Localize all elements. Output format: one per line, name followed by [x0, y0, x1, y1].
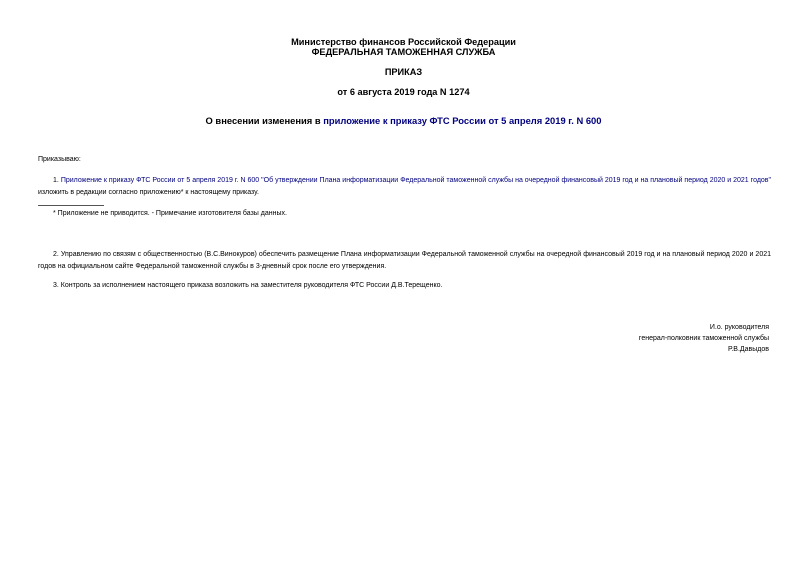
- signature-rank: генерал-полковник таможенной службы: [638, 335, 769, 342]
- item-3: 3. Контроль за исполнением настоящего приказа возложить на заместителя руководителя ФТС России Д.В.Терещенко.: [53, 282, 443, 289]
- doc-type: ПРИКАЗ: [384, 67, 423, 77]
- signature-name: Р.В.Давыдов: [728, 346, 769, 353]
- doc-title-link[interactable]: приложение к приказу ФТС России от 5 апреля 2019 г. N 600: [323, 115, 602, 126]
- signature-position: И.о. руководителя: [709, 324, 769, 331]
- item-1-link[interactable]: Приложение к приказу ФТС России от 5 апреля 2019 г. N 600 "Об утверждении Плана информатизации Федеральной таможенной службы на очередной финансовый 2019 год и на плановый период 2020 и 2021 годов": [60, 177, 771, 184]
- doc-date: от 6 августа 2019 года N 1274: [337, 87, 470, 97]
- preamble: Приказываю:: [38, 156, 81, 163]
- doc-title: [0, 115, 807, 126]
- item-1: 1. Приложение к приказу ФТС России от 5 апреля 2019 г. N 600 "Об утверждении Плана информатизации Федеральной таможенной службы на очередной финансовый 2019 год и на плановый период 2020 и 2021 годов" изложить в редакции согласно приложению* к настоящему приказу.: [38, 177, 771, 196]
- service-heading: ФЕДЕРАЛЬНАЯ ТАМОЖЕННАЯ СЛУЖБА: [311, 47, 496, 57]
- ministry-heading: Министерство финансов Российской Федерации: [291, 37, 516, 47]
- item-2: 2. Управлению по связям с общественностью (В.С.Винокуров) обеспечить размещение Плана информатизации Федеральной таможенной службы на очередной финансовый 2019 год и на плановый период 2020 и 2021 годов на официальном сайте Федеральной таможенной службы в 3-дневный срок после его утверждения.: [38, 251, 771, 270]
- footnote: * Приложение не приводится. - Примечание изготовителя базы данных.: [53, 210, 287, 217]
- doc-title-prefix: О внесении изменения в: [205, 115, 324, 126]
- item-1-rest: изложить в редакции согласно приложению* к настоящему приказу.: [38, 188, 259, 196]
- footnote-divider: [38, 205, 104, 206]
